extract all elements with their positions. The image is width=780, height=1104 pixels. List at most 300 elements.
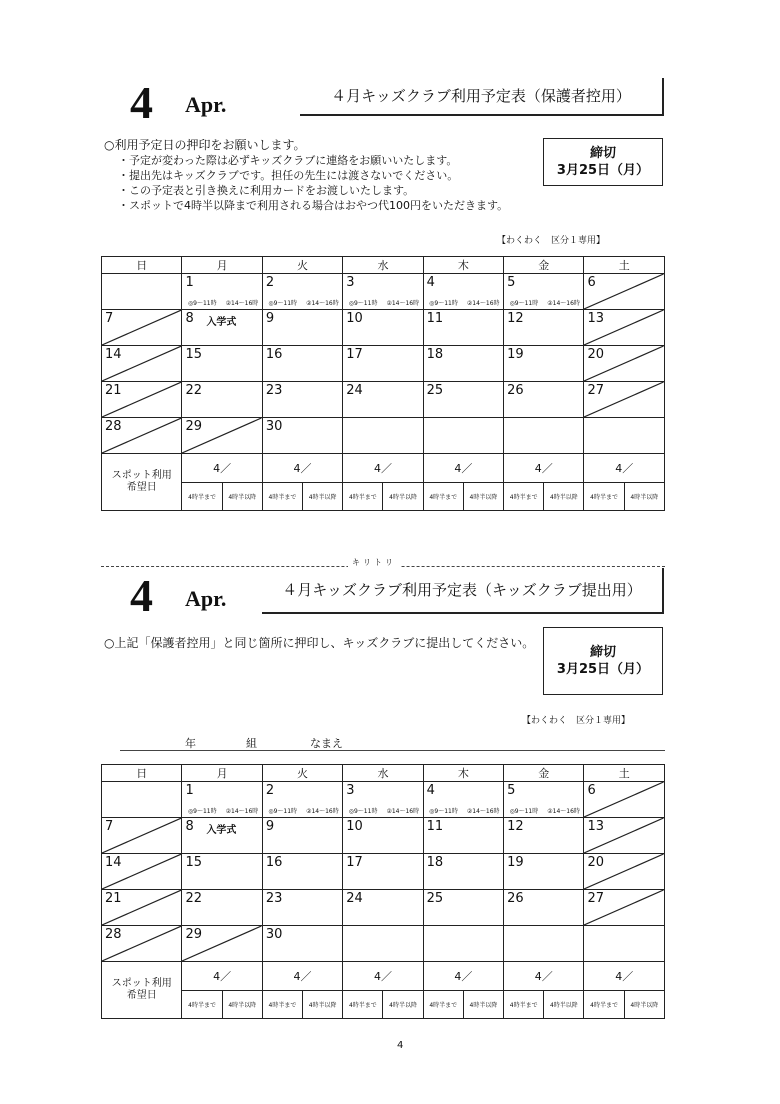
day-number: 22 bbox=[185, 891, 202, 906]
calendar-day-cell[interactable] bbox=[584, 346, 665, 382]
weekday-header-row bbox=[102, 257, 665, 274]
slot-morning[interactable]: ◎9～11時 bbox=[348, 808, 378, 815]
slot-morning[interactable]: ◎9～11時 bbox=[187, 300, 217, 307]
spot-before-label: 4時半まで bbox=[590, 1002, 618, 1009]
day-number: 10 bbox=[346, 311, 363, 326]
spot-subrow bbox=[102, 991, 665, 1019]
deadline-label: 締切 bbox=[589, 146, 616, 161]
not-available-slash bbox=[102, 818, 181, 853]
spot-date-field[interactable] bbox=[423, 454, 503, 483]
day-number: 23 bbox=[265, 383, 283, 398]
day-number: 7 bbox=[105, 819, 114, 834]
weekday-header bbox=[182, 257, 262, 274]
day-number: 2 bbox=[265, 275, 275, 290]
category-tag: 【わくわく 区分１専用】 bbox=[497, 236, 606, 246]
calendar-day-cell[interactable] bbox=[423, 274, 503, 310]
day-number: 18 bbox=[426, 347, 444, 362]
not-available-slash bbox=[102, 310, 181, 345]
day-number: 29 bbox=[185, 419, 202, 434]
spot-row bbox=[102, 962, 665, 991]
calendar-day-cell[interactable] bbox=[182, 782, 262, 818]
instruction-line: ・予定が変わった際は必ずキッズクラブに連絡をお願いいたします。 bbox=[118, 154, 458, 167]
day-number: 25 bbox=[426, 383, 444, 398]
schedule-title bbox=[262, 568, 664, 614]
weekday-label: 月 bbox=[216, 259, 228, 272]
time-slots bbox=[263, 806, 342, 815]
day-number: 9 bbox=[265, 311, 275, 326]
day-number: 20 bbox=[587, 855, 605, 870]
time-slots bbox=[343, 806, 422, 815]
spot-after-430[interactable] bbox=[303, 991, 343, 1019]
spot-date-field[interactable] bbox=[262, 454, 342, 483]
spot-after-label: 4時半以降 bbox=[549, 494, 578, 501]
spot-before-label: 4時半まで bbox=[348, 494, 377, 501]
calendar-week-row bbox=[102, 782, 665, 818]
day-number: 16 bbox=[265, 855, 283, 870]
spot-after-430[interactable] bbox=[624, 483, 664, 511]
spot-after-label: 4時半以降 bbox=[228, 494, 257, 501]
calendar-day-cell[interactable] bbox=[262, 418, 342, 454]
instruction-line: ・この予定表と引き換えに利用カードをお渡しいたします。 bbox=[118, 184, 415, 197]
weekday-header bbox=[504, 765, 584, 782]
spot-date-field[interactable] bbox=[504, 454, 584, 483]
calendar-day-cell[interactable] bbox=[504, 782, 584, 818]
weekday-label: 日 bbox=[136, 767, 148, 780]
day-number: 13 bbox=[587, 311, 605, 326]
slot-afternoon[interactable]: ②14～16時 bbox=[386, 300, 420, 307]
calendar-week-row bbox=[102, 310, 665, 346]
calendar-day-cell[interactable] bbox=[262, 782, 342, 818]
calendar-day-cell[interactable] bbox=[584, 926, 665, 962]
day-number: 10 bbox=[346, 819, 363, 834]
calendar-day-cell[interactable] bbox=[504, 418, 584, 454]
calendar-day-cell[interactable] bbox=[584, 418, 665, 454]
calendar-day-cell[interactable] bbox=[102, 382, 182, 418]
day-number: 26 bbox=[507, 891, 524, 906]
calendar-day-cell[interactable] bbox=[584, 782, 665, 818]
spot-after-430[interactable] bbox=[544, 483, 584, 511]
calendar-day-cell[interactable] bbox=[504, 818, 584, 854]
spot-after-430[interactable] bbox=[544, 991, 584, 1019]
calendar-week-row bbox=[102, 926, 665, 962]
day-number: 19 bbox=[507, 347, 524, 362]
spot-before-label: 4時半まで bbox=[429, 1002, 458, 1009]
weekday-label: 金 bbox=[538, 767, 550, 780]
spot-before-label: 4時半まで bbox=[590, 494, 618, 501]
day-number: 5 bbox=[507, 783, 516, 798]
calendar-day-cell[interactable] bbox=[343, 382, 423, 418]
spot-after-430[interactable] bbox=[383, 483, 423, 511]
day-number: 29 bbox=[185, 927, 202, 942]
event-label: 入学式 bbox=[206, 825, 237, 836]
weekday-header bbox=[343, 765, 423, 782]
time-slots bbox=[424, 298, 503, 307]
deadline-box bbox=[543, 627, 663, 695]
spot-after-430[interactable] bbox=[624, 991, 664, 1019]
calendar-day-cell[interactable] bbox=[423, 854, 503, 890]
day-number: 24 bbox=[346, 383, 363, 398]
spot-before-430[interactable] bbox=[584, 991, 624, 1019]
time-slots bbox=[343, 298, 422, 307]
day-number: 3 bbox=[346, 275, 355, 290]
instructions bbox=[104, 138, 508, 213]
weekday-label: 土 bbox=[618, 767, 630, 780]
spot-before-430[interactable] bbox=[423, 483, 463, 511]
weekday-header bbox=[262, 765, 342, 782]
weekday-header bbox=[182, 765, 262, 782]
calendar-day-cell[interactable] bbox=[262, 926, 342, 962]
instruction-line: ・スポットで4時半以降まで利用される場合はおやつ代100円をいただきます。 bbox=[118, 199, 509, 212]
spot-after-label: 4時半以降 bbox=[389, 494, 417, 501]
spot-before-430[interactable] bbox=[182, 483, 222, 511]
spot-date-field[interactable] bbox=[504, 962, 584, 991]
weekday-header bbox=[262, 257, 342, 274]
calendar-day-cell[interactable] bbox=[102, 782, 182, 818]
day-number: 4 bbox=[426, 275, 435, 290]
cut-label: キリトリ bbox=[348, 557, 400, 568]
day-number: 21 bbox=[105, 891, 122, 906]
spot-after-430[interactable] bbox=[463, 991, 503, 1019]
slot-morning[interactable]: ◎9～11時 bbox=[187, 808, 217, 815]
slot-morning[interactable]: ◎9～11時 bbox=[348, 300, 378, 307]
spot-date-value: 4／ bbox=[213, 970, 232, 983]
spot-label bbox=[102, 962, 182, 1019]
calendar-day-cell[interactable] bbox=[182, 274, 262, 310]
spot-date-value: 4／ bbox=[373, 462, 392, 475]
calendar-day-cell[interactable] bbox=[343, 926, 423, 962]
weekday-label: 日 bbox=[136, 259, 148, 272]
schedule-title-text: ４月キッズクラブ利用予定表（キッズクラブ提出用） bbox=[282, 581, 642, 599]
day-number: 7 bbox=[105, 311, 114, 326]
spot-date-value: 4／ bbox=[293, 970, 312, 983]
calendar-day-cell[interactable] bbox=[504, 310, 584, 346]
day-number: 28 bbox=[105, 927, 122, 942]
spot-date-field[interactable] bbox=[262, 962, 342, 991]
calendar-week-row bbox=[102, 854, 665, 890]
deadline-label: 締切 bbox=[589, 645, 616, 660]
day-number: 11 bbox=[426, 819, 444, 834]
calendar-day-cell[interactable] bbox=[584, 274, 665, 310]
slot-afternoon[interactable]: ②14～16時 bbox=[386, 808, 420, 815]
spot-after-430[interactable] bbox=[463, 483, 503, 511]
slot-afternoon[interactable]: ②14～16時 bbox=[466, 300, 500, 307]
weekday-header-row bbox=[102, 765, 665, 782]
spot-row bbox=[102, 454, 665, 483]
spot-before-430[interactable] bbox=[262, 483, 302, 511]
day-number: 30 bbox=[265, 927, 283, 942]
month-english: Apr. bbox=[185, 586, 227, 611]
spot-before-430[interactable] bbox=[423, 991, 463, 1019]
calendar-day-cell[interactable] bbox=[504, 274, 584, 310]
day-number: 20 bbox=[587, 347, 605, 362]
slot-morning[interactable]: ◎9～11時 bbox=[429, 808, 458, 815]
spot-before-label: 4時半まで bbox=[268, 494, 297, 501]
calendar-day-cell[interactable] bbox=[423, 782, 503, 818]
calendar-day-cell[interactable] bbox=[102, 418, 182, 454]
calendar-day-cell[interactable] bbox=[423, 382, 503, 418]
day-number: 15 bbox=[185, 855, 202, 870]
day-number: 14 bbox=[105, 347, 122, 362]
weekday-label: 水 bbox=[377, 767, 389, 780]
calendar-day-cell[interactable] bbox=[504, 382, 584, 418]
not-available-slash bbox=[584, 782, 664, 817]
deadline-date: 3月25日（月） bbox=[556, 662, 650, 677]
day-number: 30 bbox=[265, 419, 283, 434]
calendar-day-cell[interactable] bbox=[262, 818, 342, 854]
calendar-day-cell[interactable] bbox=[423, 818, 503, 854]
spot-before-label: 4時半まで bbox=[268, 1002, 297, 1009]
spot-before-label: 4時半まで bbox=[188, 1002, 216, 1009]
calendar-week-row bbox=[102, 382, 665, 418]
spot-before-430[interactable] bbox=[262, 991, 302, 1019]
weekday-label: 火 bbox=[297, 259, 309, 272]
instructions bbox=[104, 636, 534, 651]
calendar-day-cell[interactable] bbox=[102, 854, 182, 890]
name-fields[interactable] bbox=[120, 735, 665, 751]
calendar-day-cell[interactable] bbox=[182, 382, 262, 418]
class-label: 組 bbox=[246, 737, 257, 750]
time-slots bbox=[504, 298, 583, 307]
day-number: 26 bbox=[507, 383, 524, 398]
spot-date-value: 4／ bbox=[615, 462, 634, 475]
day-number: 16 bbox=[265, 347, 283, 362]
calendar-day-cell[interactable] bbox=[182, 818, 262, 854]
day-number: 22 bbox=[185, 383, 202, 398]
spot-subrow bbox=[102, 483, 665, 511]
day-number: 14 bbox=[105, 855, 122, 870]
spot-date-field[interactable] bbox=[182, 454, 262, 483]
spot-before-430[interactable] bbox=[504, 483, 544, 511]
calendar-day-cell[interactable] bbox=[262, 274, 342, 310]
spot-after-label: 4時半以降 bbox=[308, 494, 337, 501]
calendar-day-cell[interactable] bbox=[102, 818, 182, 854]
deadline-date: 3月25日（月） bbox=[556, 163, 650, 178]
spot-date-field[interactable] bbox=[584, 962, 665, 991]
spot-date-field[interactable] bbox=[584, 454, 665, 483]
calendar-day-cell[interactable] bbox=[182, 346, 262, 382]
calendar-day-cell[interactable] bbox=[504, 890, 584, 926]
calendar-day-cell[interactable] bbox=[423, 310, 503, 346]
event-label: 入学式 bbox=[206, 317, 237, 328]
spot-after-430[interactable] bbox=[222, 991, 262, 1019]
calendar-day-cell[interactable] bbox=[343, 274, 423, 310]
spot-date-field[interactable] bbox=[343, 962, 423, 991]
calendar-day-cell[interactable] bbox=[102, 274, 182, 310]
day-number: 28 bbox=[105, 419, 122, 434]
spot-before-label: 4時半まで bbox=[188, 494, 216, 501]
calendar-day-cell[interactable] bbox=[423, 926, 503, 962]
spot-after-430[interactable] bbox=[303, 483, 343, 511]
calendar-day-cell[interactable] bbox=[262, 890, 342, 926]
calendar-day-cell[interactable] bbox=[102, 310, 182, 346]
day-number: 15 bbox=[185, 347, 202, 362]
month-number: 4 bbox=[130, 570, 153, 621]
name-label: なまえ bbox=[310, 737, 343, 750]
slot-morning[interactable]: ◎9～11時 bbox=[268, 808, 298, 815]
spot-after-label: 4時半以降 bbox=[228, 1002, 257, 1009]
weekday-label: 火 bbox=[297, 767, 309, 780]
calendar-day-cell[interactable] bbox=[262, 310, 342, 346]
weekday-label: 月 bbox=[216, 767, 228, 780]
calendar-table bbox=[101, 764, 665, 1019]
calendar-day-cell[interactable] bbox=[584, 854, 665, 890]
slot-afternoon[interactable]: ②14～16時 bbox=[306, 808, 339, 815]
spot-after-430[interactable] bbox=[383, 991, 423, 1019]
day-number: 27 bbox=[587, 891, 605, 906]
spot-date-value: 4／ bbox=[293, 462, 312, 475]
weekday-header bbox=[423, 257, 503, 274]
day-number: 3 bbox=[346, 783, 355, 798]
spot-before-430[interactable] bbox=[343, 483, 383, 511]
time-slots bbox=[504, 806, 583, 815]
weekday-header bbox=[423, 765, 503, 782]
spot-date-value: 4／ bbox=[373, 970, 392, 983]
calendar-week-row bbox=[102, 346, 665, 382]
spot-date-value: 4／ bbox=[534, 462, 553, 475]
category-tag: 【わくわく 区分１専用】 bbox=[522, 716, 631, 726]
slot-afternoon[interactable]: ②14～16時 bbox=[225, 808, 259, 815]
spot-label-line2: 希望日 bbox=[126, 990, 157, 1001]
not-available-slash bbox=[584, 274, 664, 309]
spot-date-field[interactable] bbox=[182, 962, 262, 991]
calendar-day-cell[interactable] bbox=[423, 890, 503, 926]
weekday-header bbox=[102, 765, 182, 782]
slot-morning[interactable]: ◎9～11時 bbox=[509, 808, 539, 815]
spot-after-label: 4時半以降 bbox=[389, 1002, 417, 1009]
day-number: 8 bbox=[185, 819, 194, 834]
spot-date-field[interactable] bbox=[423, 962, 503, 991]
instruction-line: ○利用予定日の押印をお願いします。 bbox=[104, 138, 306, 152]
calendar-day-cell[interactable] bbox=[182, 418, 262, 454]
spot-label bbox=[102, 454, 182, 511]
spot-before-430[interactable] bbox=[343, 991, 383, 1019]
slot-morning[interactable]: ◎9～11時 bbox=[509, 300, 539, 307]
spot-label-line1: スポット利用 bbox=[111, 978, 172, 989]
day-number: 12 bbox=[507, 311, 524, 326]
calendar-day-cell[interactable] bbox=[343, 854, 423, 890]
spot-before-430[interactable] bbox=[584, 483, 624, 511]
day-number: 27 bbox=[587, 383, 605, 398]
weekday-label: 金 bbox=[538, 259, 550, 272]
month-english: Apr. bbox=[185, 92, 227, 117]
day-number: 12 bbox=[507, 819, 524, 834]
weekday-header bbox=[584, 257, 665, 274]
day-number: 1 bbox=[185, 275, 194, 290]
slot-afternoon[interactable]: ②14～16時 bbox=[547, 808, 580, 815]
instruction-line: ・提出先はキッズクラブです。担任の先生には渡さないでください。 bbox=[118, 169, 459, 182]
calendar-table bbox=[101, 256, 665, 511]
calendar-day-cell[interactable] bbox=[182, 310, 262, 346]
day-number: 5 bbox=[507, 275, 516, 290]
calendar-week-row bbox=[102, 274, 665, 310]
spot-date-value: 4／ bbox=[213, 462, 232, 475]
weekday-label: 木 bbox=[457, 767, 469, 780]
day-number: 25 bbox=[426, 891, 444, 906]
calendar-day-cell[interactable] bbox=[182, 890, 262, 926]
day-number: 23 bbox=[265, 891, 283, 906]
calendar-day-cell[interactable] bbox=[262, 346, 342, 382]
instruction-line: ○上記「保護者控用」と同じ箇所に押印し、キッズクラブに提出してください。 bbox=[104, 636, 535, 650]
calendar-day-cell[interactable] bbox=[262, 854, 342, 890]
day-number: 17 bbox=[346, 855, 363, 870]
spot-before-label: 4時半まで bbox=[509, 494, 538, 501]
calendar-day-cell[interactable] bbox=[584, 818, 665, 854]
day-number: 6 bbox=[587, 783, 596, 798]
calendar-day-cell[interactable] bbox=[584, 890, 665, 926]
calendar-day-cell[interactable] bbox=[102, 926, 182, 962]
slot-afternoon[interactable]: ②14～16時 bbox=[306, 300, 339, 307]
calendar-week-row bbox=[102, 418, 665, 454]
spot-date-value: 4／ bbox=[534, 970, 553, 983]
spot-after-label: 4時半以降 bbox=[469, 1002, 498, 1009]
calendar-day-cell[interactable] bbox=[343, 310, 423, 346]
spot-date-field[interactable] bbox=[343, 454, 423, 483]
slot-morning[interactable]: ◎9～11時 bbox=[268, 300, 298, 307]
calendar-day-cell[interactable] bbox=[423, 346, 503, 382]
calendar-day-cell[interactable] bbox=[343, 418, 423, 454]
day-number: 13 bbox=[587, 819, 605, 834]
spot-date-value: 4／ bbox=[454, 970, 473, 983]
calendar-day-cell[interactable] bbox=[343, 346, 423, 382]
calendar-day-cell[interactable] bbox=[343, 890, 423, 926]
calendar-day-cell[interactable] bbox=[584, 310, 665, 346]
day-number: 2 bbox=[265, 783, 275, 798]
calendar-week-row bbox=[102, 890, 665, 926]
calendar-day-cell[interactable] bbox=[343, 782, 423, 818]
calendar-day-cell[interactable] bbox=[102, 346, 182, 382]
day-number: 1 bbox=[185, 783, 194, 798]
calendar-day-cell[interactable] bbox=[182, 854, 262, 890]
slot-afternoon[interactable]: ②14～16時 bbox=[466, 808, 500, 815]
day-number: 4 bbox=[426, 783, 435, 798]
spot-date-value: 4／ bbox=[454, 462, 473, 475]
weekday-label: 木 bbox=[457, 259, 469, 272]
time-slots bbox=[182, 298, 261, 307]
calendar-day-cell[interactable] bbox=[182, 926, 262, 962]
spot-after-label: 4時半以降 bbox=[549, 1002, 578, 1009]
calendar-day-cell[interactable] bbox=[423, 418, 503, 454]
calendar-day-cell[interactable] bbox=[343, 818, 423, 854]
grade-label: 年 bbox=[185, 737, 196, 750]
page-number: 4 bbox=[397, 1040, 404, 1051]
calendar-day-cell[interactable] bbox=[504, 854, 584, 890]
calendar-day-cell[interactable] bbox=[504, 346, 584, 382]
time-slots bbox=[263, 298, 342, 307]
day-number: 8 bbox=[185, 311, 194, 326]
spot-before-430[interactable] bbox=[182, 991, 222, 1019]
slot-afternoon[interactable]: ②14～16時 bbox=[547, 300, 580, 307]
spot-before-430[interactable] bbox=[504, 991, 544, 1019]
schedule-title-text: ４月キッズクラブ利用予定表（保護者控用） bbox=[331, 87, 631, 105]
weekday-header bbox=[504, 257, 584, 274]
slot-afternoon[interactable]: ②14～16時 bbox=[225, 300, 259, 307]
spot-after-430[interactable] bbox=[222, 483, 262, 511]
spot-before-label: 4時半まで bbox=[429, 494, 458, 501]
day-number: 21 bbox=[105, 383, 122, 398]
calendar-day-cell[interactable] bbox=[102, 890, 182, 926]
time-slots bbox=[424, 806, 503, 815]
weekday-header bbox=[343, 257, 423, 274]
calendar-week-row bbox=[102, 818, 665, 854]
schedule-title bbox=[300, 78, 664, 116]
calendar-day-cell[interactable] bbox=[262, 382, 342, 418]
calendar-day-cell[interactable] bbox=[504, 926, 584, 962]
day-number: 24 bbox=[346, 891, 363, 906]
slot-morning[interactable]: ◎9～11時 bbox=[429, 300, 458, 307]
day-number: 6 bbox=[587, 275, 596, 290]
calendar-day-cell[interactable] bbox=[584, 382, 665, 418]
day-number: 17 bbox=[346, 347, 363, 362]
